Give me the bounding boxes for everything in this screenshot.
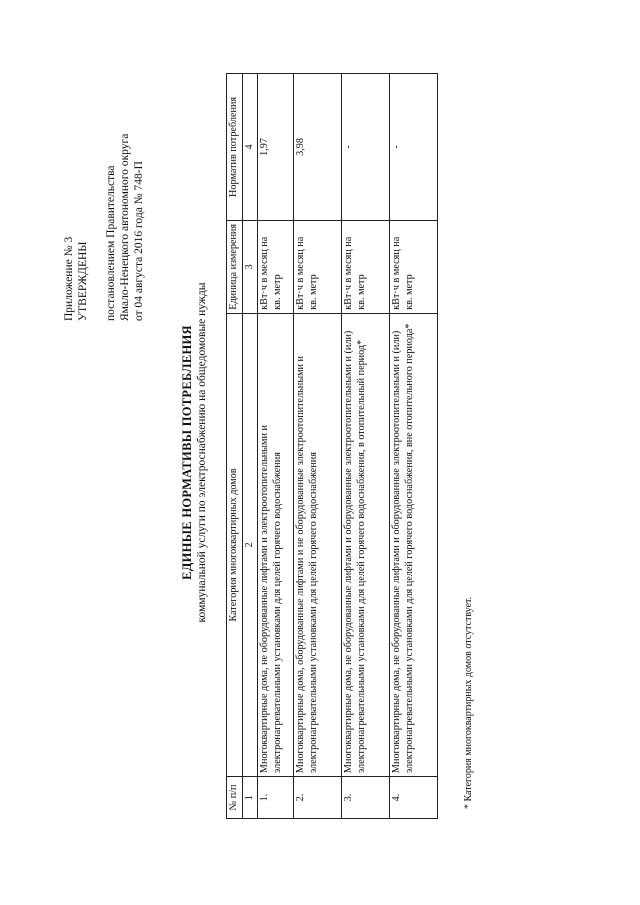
table-row bbox=[258, 74, 294, 819]
row-category: Многоквартирные дома, не оборудованные лифтами и оборудованные электроотопительными и (или) электронагревательными установками для целей горячего водоснабжения, в отопительный период* bbox=[342, 313, 390, 776]
row-norm: - bbox=[342, 74, 390, 221]
row-unit: кВт·ч в месяц на кв. метр bbox=[390, 220, 438, 313]
document-title: ЕДИНЫЕ НОРМАТИВЫ ПОТРЕБЛЕНИЯ bbox=[180, 325, 194, 580]
row-number: 4. bbox=[390, 777, 438, 819]
header-unit: Единица измерения bbox=[227, 220, 243, 313]
header-number: № п/п bbox=[227, 777, 243, 819]
row-category: Многоквартирные дома, не оборудованные лифтами и оборудованные электроотопительными и (или) электронагревательными установками для целей горячего водоснабжения, вне отопительного периода* bbox=[390, 313, 438, 776]
table-row bbox=[294, 74, 342, 819]
approval-line-1: постановлением Правительства bbox=[105, 165, 117, 321]
column-number: 4 bbox=[242, 74, 258, 221]
row-norm: 1,97 bbox=[258, 74, 294, 221]
approval-block bbox=[62, 61, 146, 321]
approval-line-2: Ямало-Ненецкого автономного округа bbox=[119, 133, 131, 321]
footnote: * Категория многоквартирных домов отсутствует. bbox=[463, 596, 474, 809]
document-subtitle: коммунальной услуги по электроснабжению на общедомовые нужды bbox=[196, 282, 208, 623]
row-norm: - bbox=[390, 74, 438, 221]
appendix-label: Приложение № 3 bbox=[63, 236, 75, 321]
row-unit: кВт·ч в месяц на кв. метр bbox=[258, 220, 294, 313]
row-norm: 3,98 bbox=[294, 74, 342, 221]
row-unit: кВт·ч в месяц на кв. метр bbox=[342, 220, 390, 313]
table-row bbox=[390, 74, 438, 819]
header-norm: Норматив потребления bbox=[227, 74, 243, 221]
table-header-row bbox=[227, 74, 243, 819]
row-category: Многоквартирные дома, оборудованные лифтами и не оборудованные электроотопительными и электронагревательными установками для целей горячего водоснабжения bbox=[294, 313, 342, 776]
approved-label: УТВЕРЖДЕНЫ bbox=[77, 241, 89, 321]
header-category: Категория многоквартирных домов bbox=[227, 313, 243, 776]
norms-table bbox=[226, 73, 438, 819]
table-row bbox=[342, 74, 390, 819]
column-number: 1 bbox=[242, 777, 258, 819]
row-number: 3. bbox=[342, 777, 390, 819]
row-number: 1. bbox=[258, 777, 294, 819]
row-unit: кВт·ч в месяц на кв. метр bbox=[294, 220, 342, 313]
approval-line-3: от 04 августа 2016 года № 748-П bbox=[133, 161, 145, 321]
row-number: 2. bbox=[294, 777, 342, 819]
row-category: Многоквартирные дома, не оборудованные лифтами и электроотопительными и электронагревательными установками для целей горячего водоснабжения bbox=[258, 313, 294, 776]
column-number-row bbox=[242, 74, 258, 819]
column-number: 2 bbox=[242, 313, 258, 776]
column-number: 3 bbox=[242, 220, 258, 313]
